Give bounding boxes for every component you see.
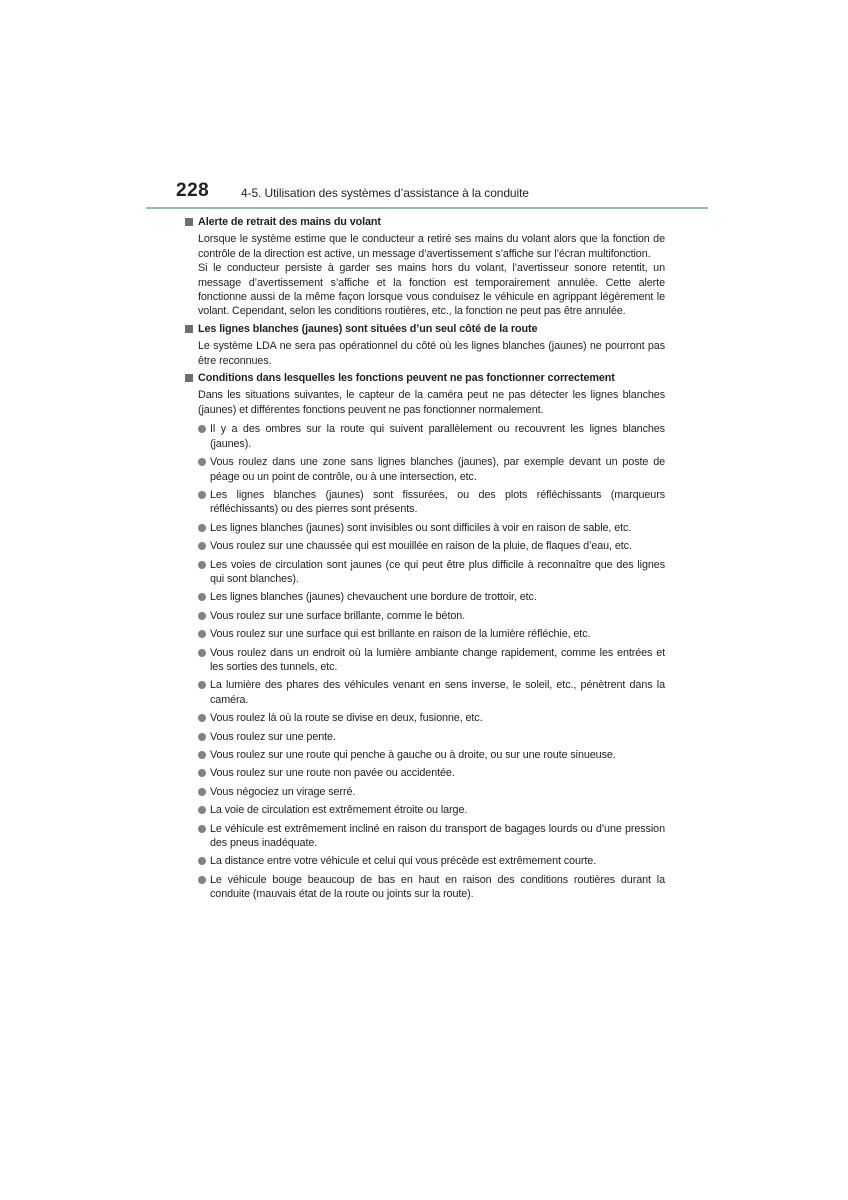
round-bullet-icon — [198, 769, 206, 777]
list-item-text: Les lignes blanches (jaunes) sont fissurées, ou des plots réfléchissants (marqueurs réfléchissants) ou des pierres sont présents. — [210, 488, 665, 516]
page-body — [185, 215, 665, 906]
list-item-text: Vous roulez dans un endroit où la lumière ambiante change rapidement, comme les entrées et les sorties des tunnels, etc. — [210, 646, 665, 673]
conditions-list — [198, 422, 665, 901]
list-item — [198, 803, 665, 817]
list-item-text: Vous roulez sur une pente. — [210, 730, 336, 743]
section-malfunction-conditions — [185, 371, 665, 902]
list-item — [198, 558, 665, 587]
section-heading-text: Alerte de retrait des mains du volant — [198, 216, 381, 228]
list-item-text: Vous roulez sur une surface brillante, comme le béton. — [210, 609, 466, 622]
round-bullet-icon — [198, 593, 206, 601]
square-bullet-icon — [185, 218, 193, 226]
list-item-text: Vous roulez sur une chaussée qui est mouillée en raison de la pluie, de flaques d’eau, etc. — [210, 540, 632, 553]
round-bullet-icon — [198, 857, 206, 865]
list-item — [198, 521, 665, 535]
list-item-text: Les voies de circulation sont jaunes (ce qui peut être plus difficile à reconnaître que des lignes qui sont blanches). — [210, 558, 665, 585]
round-bullet-icon — [198, 425, 206, 433]
list-item-text: Le véhicule est extrêmement incliné en raison du transport de bagages lourds ou d’une pression des pneus inadéquate. — [210, 822, 665, 850]
round-bullet-icon — [198, 876, 206, 884]
round-bullet-icon — [198, 561, 206, 569]
paragraph: Le système LDA ne sera pas opérationnel du côté où les lignes blanches (jaunes) ne pourront pas être reconnues. — [198, 340, 665, 367]
list-item — [198, 854, 665, 868]
list-item — [198, 422, 665, 451]
list-item — [198, 873, 665, 902]
list-item-text: Vous négociez un virage serré. — [210, 785, 356, 798]
list-item — [198, 488, 665, 517]
paragraph: Si le conducteur persiste à garder ses mains hors du volant, l’avertisseur sonore retentit, un message d’avertissement s’affiche et la fonction est temporairement annulée. Cette alerte fonctionne aussi de la même façon lorsque vous conduisez le véhicule en agrippant légèrement le volant. Cependant, selon les conditions routières, etc., la fonction ne peut pas être annulée. — [198, 262, 665, 318]
list-item — [198, 766, 665, 780]
list-item-text: La distance entre votre véhicule et celui qui vous précède est extrêmement courte. — [210, 855, 597, 868]
list-item-text: Les lignes blanches (jaunes) sont invisibles ou sont difficiles à voir en raison de sable, etc. — [210, 521, 632, 534]
list-item — [198, 609, 665, 623]
list-item-text: Vous roulez sur une route qui penche à gauche ou à droite, ou sur une route sinueuse. — [210, 749, 616, 761]
square-bullet-icon — [185, 374, 193, 382]
round-bullet-icon — [198, 714, 206, 722]
list-item-text: Il y a des ombres sur la route qui suivent parallèlement ou recouvrent les lignes blanches (jaunes). — [210, 423, 665, 450]
list-item — [198, 711, 665, 725]
chapter-title: 4-5. Utilisation des systèmes d’assistance à la conduite — [241, 186, 529, 200]
round-bullet-icon — [198, 649, 206, 657]
section-heading — [185, 215, 665, 229]
section-heading — [185, 322, 665, 336]
section-heading-text: Conditions dans lesquelles les fonctions peuvent ne pas fonctionner correctement — [198, 372, 615, 385]
header-divider — [146, 207, 708, 209]
list-item-text: La lumière des phares des véhicules venant en sens inverse, le soleil, etc., pénètrent dans la caméra. — [210, 679, 665, 706]
section-hands-off-alert — [185, 215, 665, 319]
page-header — [176, 178, 708, 208]
list-item — [198, 455, 665, 484]
list-item — [198, 730, 665, 744]
round-bullet-icon — [198, 788, 206, 796]
round-bullet-icon — [198, 491, 206, 499]
list-item — [198, 627, 665, 641]
list-item-text: Vous roulez dans une zone sans lignes blanches (jaunes), par exemple devant un poste de péage ou un point de contrôle, ou à une intersection, etc. — [210, 456, 665, 483]
round-bullet-icon — [198, 612, 206, 620]
list-item-text: Les lignes blanches (jaunes) chevauchent une bordure de trottoir, etc. — [210, 591, 537, 604]
round-bullet-icon — [198, 751, 206, 759]
list-item — [198, 646, 665, 675]
list-item — [198, 822, 665, 851]
round-bullet-icon — [198, 825, 206, 833]
list-item-text: Vous roulez sur une route non pavée ou accidentée. — [210, 767, 455, 780]
list-item — [198, 539, 665, 553]
list-item-text: Vous roulez là où la route se divise en deux, fusionne, etc. — [210, 712, 483, 725]
paragraph: Dans les situations suivantes, le capteur de la caméra peut ne pas détecter les lignes blanches (jaunes) et différentes fonctions peuvent ne pas fonctionner normalement. — [198, 389, 665, 416]
round-bullet-icon — [198, 542, 206, 550]
section-heading-text: Les lignes blanches (jaunes) sont situées d’un seul côté de la route — [198, 322, 538, 335]
list-item-text: Le véhicule bouge beaucoup de bas en haut en raison des conditions routières durant la conduite (mauvais état de la route ou joints sur la route). — [210, 873, 665, 901]
round-bullet-icon — [198, 806, 206, 814]
list-item-text: La voie de circulation est extrêmement étroite ou large. — [210, 804, 468, 817]
list-item — [198, 785, 665, 799]
page-number: 228 — [176, 180, 210, 201]
paragraph: Lorsque le système estime que le conducteur a retiré ses mains du volant alors que la fonction de contrôle de la direction est active, un message d’avertissement s’affiche sur l’écran multifonction. — [198, 233, 665, 260]
section-one-side-lines — [185, 322, 665, 368]
square-bullet-icon — [185, 325, 193, 333]
round-bullet-icon — [198, 524, 206, 532]
round-bullet-icon — [198, 630, 206, 638]
list-item-text: Vous roulez sur une surface qui est brillante en raison de la lumière réfléchie, etc. — [210, 628, 591, 641]
section-heading — [185, 371, 665, 385]
list-item — [198, 748, 665, 762]
list-item — [198, 678, 665, 707]
list-item — [198, 590, 665, 604]
round-bullet-icon — [198, 681, 206, 689]
round-bullet-icon — [198, 733, 206, 741]
round-bullet-icon — [198, 458, 206, 466]
